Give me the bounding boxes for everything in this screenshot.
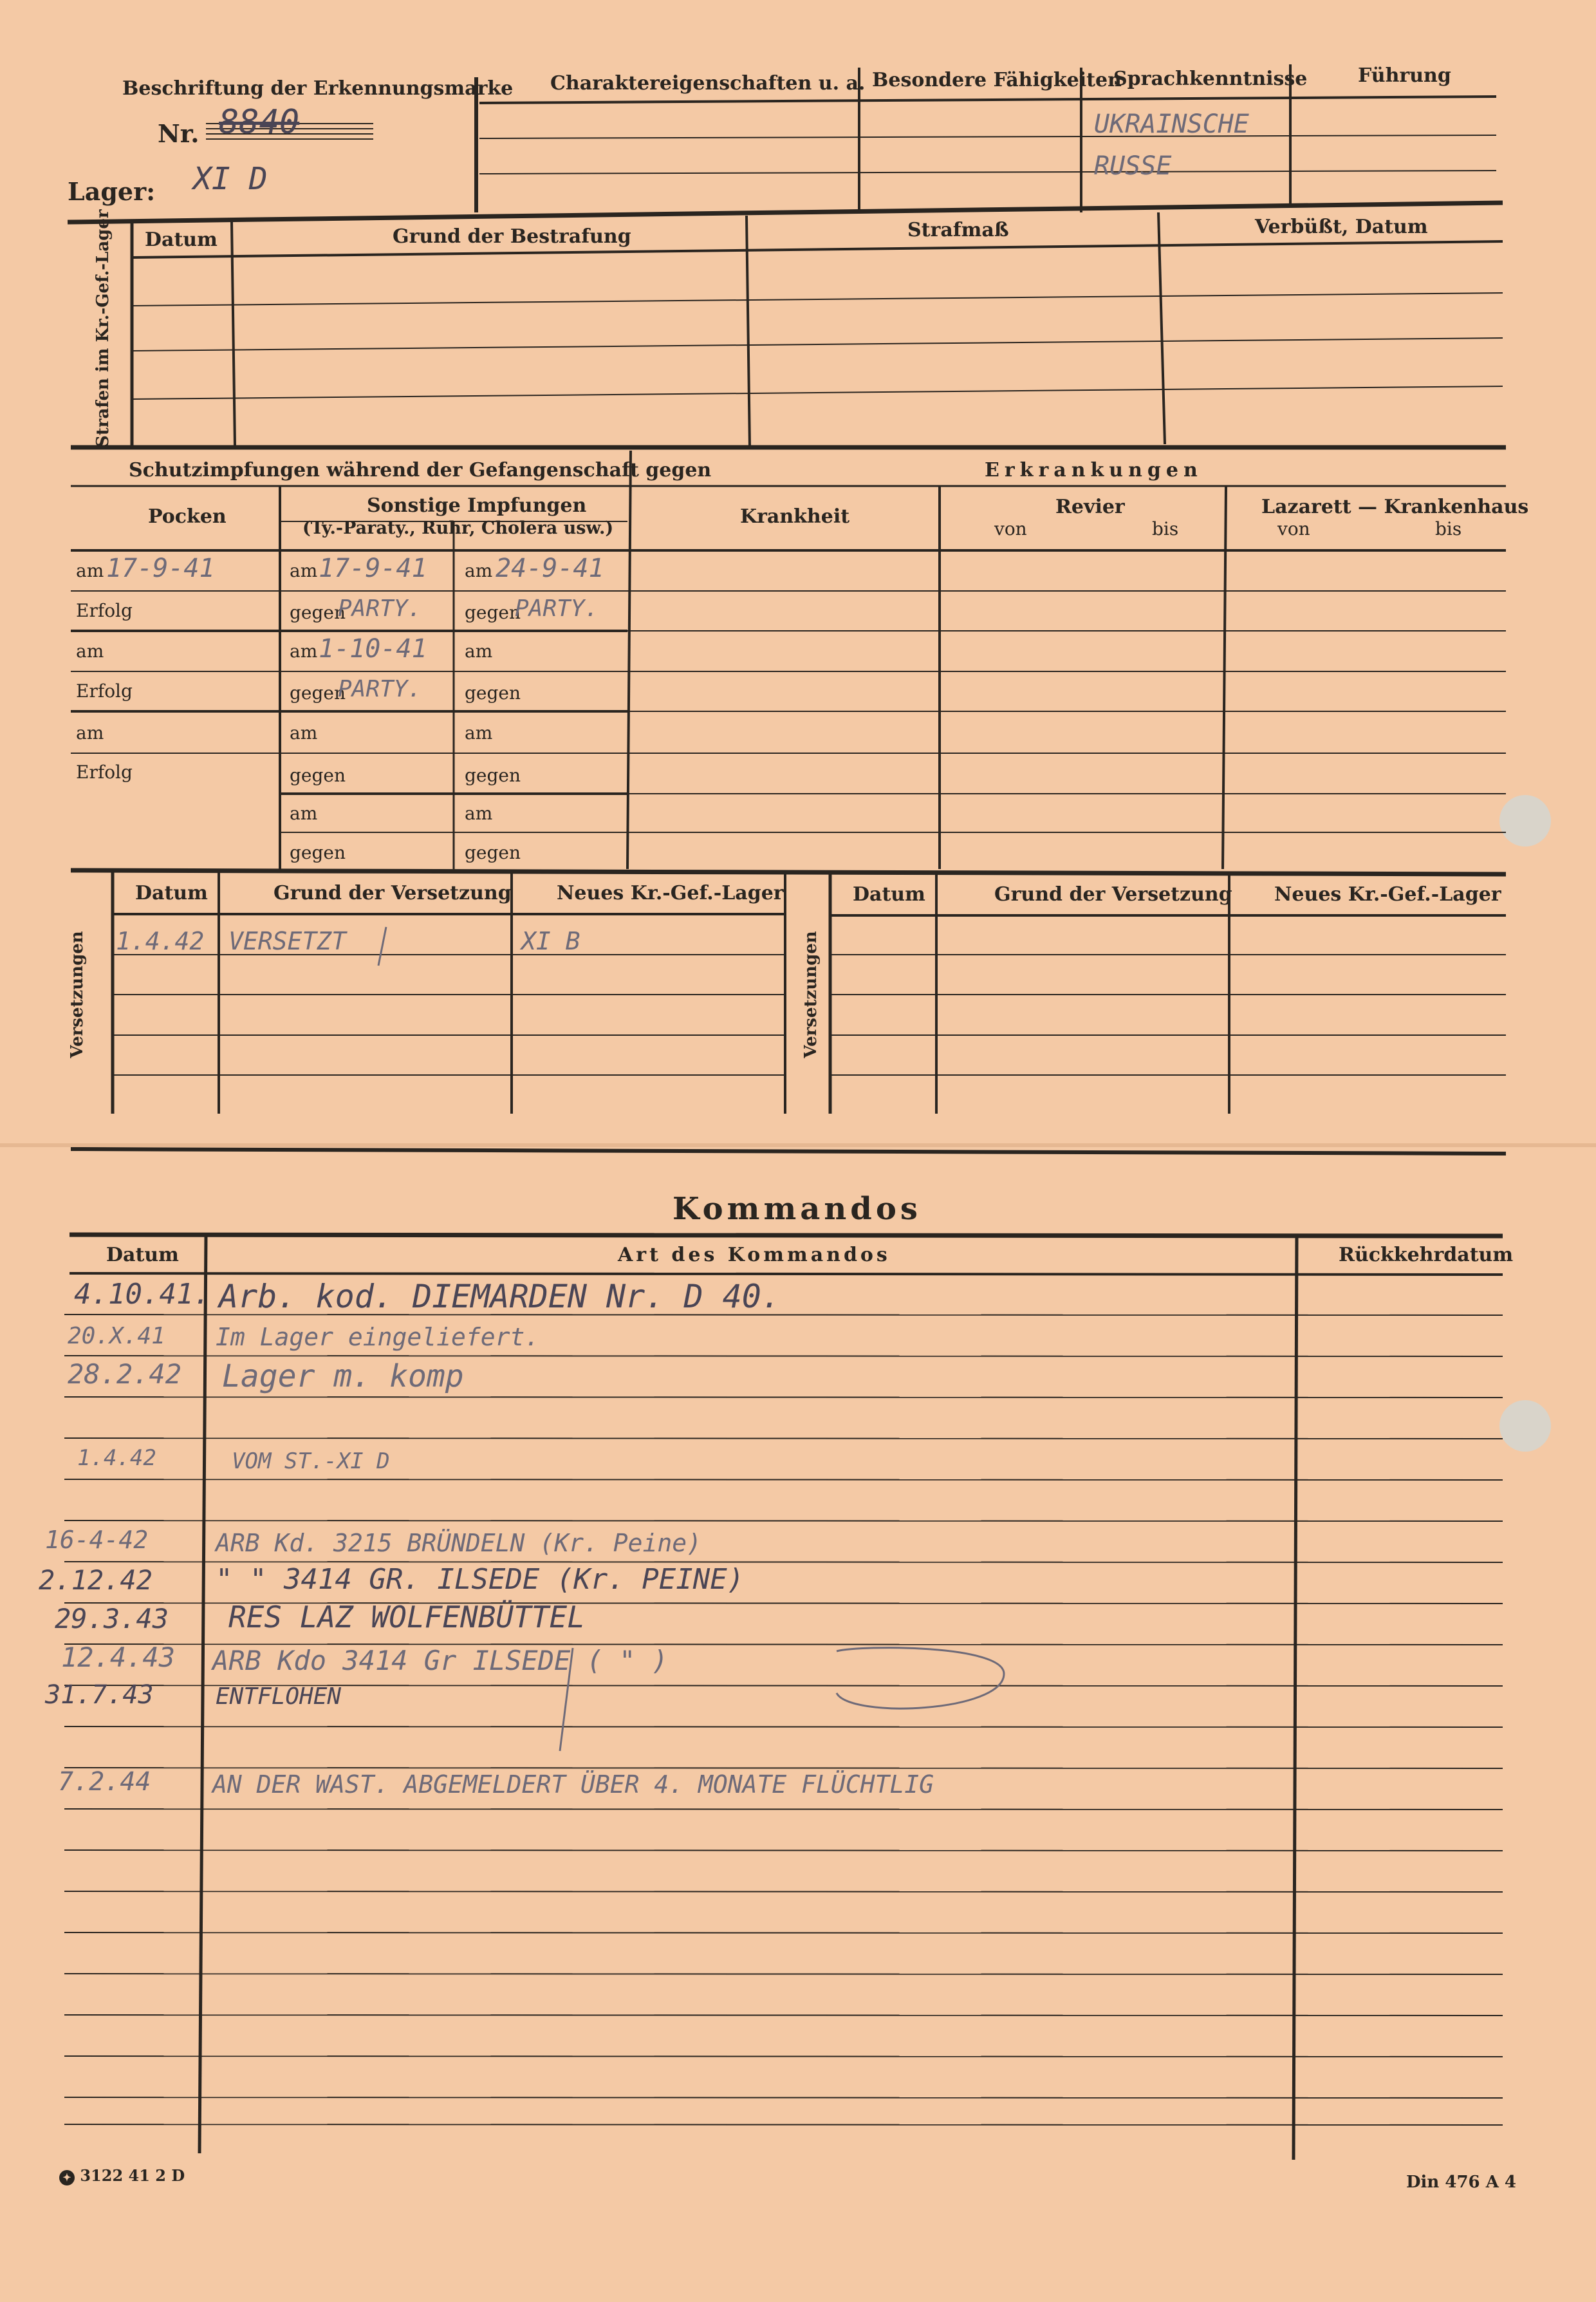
revier-von: von — [994, 518, 1027, 539]
pocken-date: 17-9-41 — [106, 554, 215, 583]
s2-gegen-3: gegen — [465, 765, 521, 786]
vers-neues-header-right: Neues Kr.-Gef.-Lager — [1274, 883, 1501, 906]
beschriftung-label: Beschriftung der Erkennungsmarke — [122, 77, 514, 100]
kommandos-rueckkehr-header: Rückkehrdatum — [1339, 1244, 1514, 1266]
lazarett-bis: bis — [1435, 518, 1462, 539]
vers-row-neues: XI B — [521, 927, 580, 955]
lazarett-von: von — [1277, 518, 1310, 539]
s2-am-3: am — [465, 722, 493, 744]
kommando-row-datum: 16-4-42 — [45, 1526, 149, 1554]
vers-row-datum: 1.4.42 — [116, 927, 205, 955]
kommando-row-art: Lager m. komp — [222, 1358, 464, 1394]
s2-gegen-1: gegen — [465, 602, 521, 623]
charakter-header: Charaktereigenschaften u. a. — [550, 72, 866, 95]
kommandos-datum-header: Datum — [106, 1244, 179, 1266]
versetzungen-side-label-right: Versetzungen — [801, 931, 821, 1058]
printer-seal-icon: ✦ — [59, 2170, 75, 2185]
faehigkeiten-header: Besondere Fähigkeiten — [872, 69, 1122, 91]
kommando-row-art: RES LAZ WOLFENBÜTTEL — [228, 1600, 585, 1634]
kommando-row-art: ENTFLOHEN — [216, 1683, 342, 1710]
s1-date: 17-9-41 — [319, 554, 427, 583]
kommandos-title: Kommandos — [673, 1191, 922, 1227]
sonstige-header-2: (Ty.-Paraty., Ruhr, Cholera usw.) — [302, 518, 614, 538]
strafen-datum-header: Datum — [145, 229, 218, 251]
impfungen-title: Schutzimpfungen während der Gefangenschaft gegen — [129, 459, 712, 482]
s1-am-2: am — [290, 641, 318, 662]
kommando-row-art: AN DER WAST. ABGEMELDERT ÜBER 4. MONATE FLÜCHTLIG — [212, 1770, 934, 1799]
strafen-side-label: Strafen im Kr.-Gef.-Lager — [93, 209, 113, 447]
kommando-row-datum: 7.2.44 — [58, 1767, 151, 1797]
s1-am-4: am — [290, 803, 318, 824]
kommando-row-datum: 20.X.41 — [68, 1323, 165, 1349]
erkrankungen-title: Erkrankungen — [985, 459, 1203, 482]
kommando-row-datum: 2.12.42 — [39, 1564, 153, 1596]
nr-label: Nr. — [158, 119, 200, 148]
s2-am-1: am — [465, 560, 493, 581]
s2-gegen-value: PARTY. — [515, 595, 599, 622]
pocken-am-1: am — [76, 560, 104, 581]
sprach-value-1: UKRAINSCHE — [1094, 109, 1249, 139]
kommando-row-datum: 31.7.43 — [45, 1680, 154, 1710]
footer-din: Din 476 A 4 — [1406, 2173, 1517, 2192]
vers-grund-header-right: Grund der Versetzung — [994, 883, 1232, 906]
lazarett-header: Lazarett — Krankenhaus — [1261, 496, 1529, 518]
fuehrung-header: Führung — [1358, 64, 1451, 87]
versetzungen-side-label-left: Versetzungen — [68, 931, 87, 1058]
s1-date2: 1-10-41 — [319, 634, 427, 664]
kommando-row-datum: 12.4.43 — [61, 1642, 176, 1673]
pocken-header: Pocken — [148, 505, 227, 528]
vers-neues-header-left: Neues Kr.-Gef.-Lager — [557, 882, 784, 904]
krankheit-header: Krankheit — [740, 505, 850, 528]
kommando-row-art: Arb. kod. DIEMARDEN Nr. D 40. — [219, 1278, 781, 1315]
pocken-erfolg-1: Erfolg — [76, 600, 133, 621]
strafen-verbuesst-header: Verbüßt, Datum — [1255, 216, 1428, 238]
kommando-row-art: VOM ST.-XI D — [232, 1448, 390, 1474]
kommando-row-art: ARB Kdo 3414 Gr ILSEDE ( " ) — [212, 1645, 669, 1676]
sprach-header: Sprachkenntnisse — [1113, 68, 1308, 90]
vers-grund-header-left: Grund der Versetzung — [274, 882, 512, 904]
pocken-erfolg-3: Erfolg — [76, 762, 133, 783]
s2-gegen-4: gegen — [465, 842, 521, 863]
s1-gegen-3: gegen — [290, 765, 346, 786]
pocken-am-2: am — [76, 641, 104, 662]
s2-am-4: am — [465, 803, 493, 824]
s2-am-2: am — [465, 641, 493, 662]
s1-gegen-value2: PARTY. — [338, 676, 422, 702]
revier-bis: bis — [1152, 518, 1179, 539]
s1-gegen-2: gegen — [290, 682, 346, 704]
kommando-row-art: ARB Kd. 3215 BRÜNDELN (Kr. Peine) — [216, 1529, 701, 1557]
s1-am-1: am — [290, 560, 318, 581]
lager-value: XI D — [193, 161, 268, 197]
kommando-row-datum: 28.2.42 — [68, 1358, 182, 1390]
strafen-strafmass-header: Strafmaß — [907, 219, 1009, 241]
s1-gegen-value: PARTY. — [338, 595, 422, 622]
footer-code — [59, 2166, 185, 2185]
vers-datum-header-left: Datum — [135, 882, 208, 904]
nr-value: 8840 — [219, 103, 300, 142]
sprach-value-2: RUSSE — [1094, 151, 1172, 181]
s1-gegen-1: gegen — [290, 602, 346, 623]
kommando-row-datum: 29.3.43 — [55, 1603, 169, 1634]
strafen-grund-header: Grund der Bestrafung — [393, 225, 631, 248]
kommando-row-art: Im Lager eingeliefert. — [216, 1323, 540, 1351]
lager-label: Lager: — [68, 177, 156, 206]
pocken-erfolg-2: Erfolg — [76, 680, 133, 702]
kommando-row-datum: 1.4.42 — [77, 1445, 156, 1471]
revier-header: Revier — [1055, 496, 1125, 518]
kommandos-art-header: Art des Kommandos — [618, 1244, 891, 1266]
kommando-row-art: " " 3414 GR. ILSEDE (Kr. PEINE) — [216, 1563, 745, 1596]
pocken-am-3: am — [76, 722, 104, 744]
sonstige-header-1: Sonstige Impfungen — [367, 494, 587, 517]
vers-datum-header-right: Datum — [853, 883, 925, 906]
footer-code-text: 3122 41 2 D — [80, 2166, 185, 2185]
vers-row-grund: VERSETZT — [228, 927, 347, 955]
s1-am-3: am — [290, 722, 318, 744]
kommando-row-datum: 4.10.41. — [74, 1278, 210, 1311]
s2-gegen-2: gegen — [465, 682, 521, 704]
s1-gegen-4: gegen — [290, 842, 346, 863]
s2-date: 24-9-41 — [496, 554, 604, 583]
